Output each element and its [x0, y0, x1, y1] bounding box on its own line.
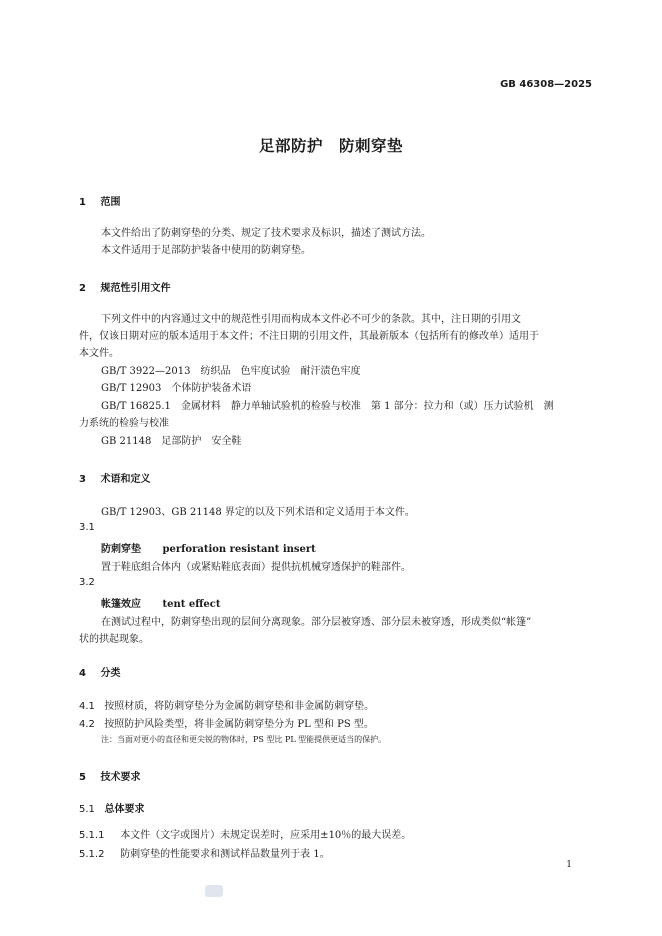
clause-text: 按照材质，将防刺穿垫分为金属防刺穿垫和非金属防刺穿垫。 [104, 701, 375, 712]
standard-number: GB 46308—2025 [500, 79, 592, 90]
term-english: tent effect [162, 599, 221, 610]
subsection-title: 总体要求 [104, 804, 145, 815]
paragraph: 本文件适用于足部防护装备中使用的防刺穿垫。 [101, 245, 311, 256]
section-title: 分类 [100, 668, 121, 679]
section-heading-1 [79, 193, 120, 208]
term-definition: 置于鞋底组合体内（或紧贴鞋底表面）提供抗机械穿透保护的鞋部件。 [101, 562, 411, 573]
paragraph: 下列文件中的内容通过文中的规范性引用而构成本文件必不可少的条款。其中，注日期的引用文 [101, 314, 521, 325]
paragraph-continued: 本文件。 [79, 348, 119, 359]
clause-4-1 [79, 697, 374, 712]
document-title: 足部防护 防刺穿垫 [258, 137, 403, 155]
paragraph: GB/T 12903、GB 21148 界定的以及下列术语和定义适用于本文件。 [101, 507, 415, 518]
term-definition-continued: 状的拱起现象。 [79, 634, 149, 645]
clause-5-1-1 [79, 826, 411, 841]
clause-text: 本文件（文字或图片）未规定误差时，应采用±10％的最大误差。 [120, 830, 412, 841]
section-heading-5 [79, 768, 140, 783]
reference-item: GB/T 3922—2013 纺织品 色牢度试验 耐汗渍色牢度 [101, 366, 361, 377]
section-number: 4 [79, 668, 86, 679]
section-title: 技术要求 [100, 772, 141, 783]
term-number: 3.2 [79, 577, 95, 588]
page-number: 1 [566, 860, 572, 870]
paragraph-continued: 件，仅该日期对应的版本适用于本文件；不注日期的引用文件，其最新版本（包括所有的修改单）适用于 [79, 331, 539, 342]
clause-number: 5.1.2 [79, 849, 105, 860]
note: 注：当面对更小的直径和更尖锐的物体时，PS 型比 PL 型能提供更适当的保护。 [101, 735, 387, 744]
reference-item: GB 21148 足部防护 安全鞋 [101, 436, 242, 447]
reference-item: GB/T 12903 个体防护装备术语 [101, 383, 252, 394]
clause-5-1-2 [79, 845, 330, 860]
section-title: 术语和定义 [100, 474, 151, 485]
term-definition: 在测试过程中，防刺穿垫出现的层间分离现象。部分层被穿透、部分层未被穿透，形成类似“帐篷” [101, 617, 532, 628]
section-number: 2 [79, 283, 86, 294]
term-english: perforation resistant insert [162, 544, 316, 555]
section-heading-4 [79, 664, 120, 679]
section-number: 5 [79, 772, 86, 783]
clause-text: 防刺穿垫的性能要求和测试样品数量列于表 1。 [120, 849, 330, 860]
reference-item-continued: 力系统的检验与校准 [79, 418, 169, 429]
clause-number: 4.1 [79, 701, 95, 712]
subsection-heading-5-1 [79, 800, 144, 815]
term-heading [101, 540, 316, 555]
clause-4-2 [79, 715, 374, 730]
term-chinese: 防刺穿垫 [101, 544, 141, 555]
section-title: 规范性引用文件 [100, 283, 171, 294]
term-heading [101, 595, 220, 610]
clause-number: 4.2 [79, 719, 95, 730]
section-title: 范围 [100, 197, 121, 208]
paragraph: 本文件给出了防刺穿垫的分类、规定了技术要求及标识，描述了测试方法。 [101, 228, 431, 239]
section-heading-3 [79, 470, 150, 485]
reference-item: GB/T 16825.1 金属材料 静力单轴试验机的检验与校准 第 1 部分：拉力和（或）压力试验机 测 [101, 401, 554, 412]
clause-number: 5.1.1 [79, 830, 105, 841]
clause-text: 按照防护风险类型，将非金属防刺穿垫分为 PL 型和 PS 型。 [104, 719, 374, 730]
section-heading-2 [79, 279, 170, 294]
term-chinese: 帐篷效应 [101, 599, 141, 610]
subsection-number: 5.1 [79, 804, 95, 815]
term-number: 3.1 [79, 522, 95, 533]
section-number: 3 [79, 474, 86, 485]
section-number: 1 [79, 197, 86, 208]
watermark-mark [205, 885, 223, 897]
